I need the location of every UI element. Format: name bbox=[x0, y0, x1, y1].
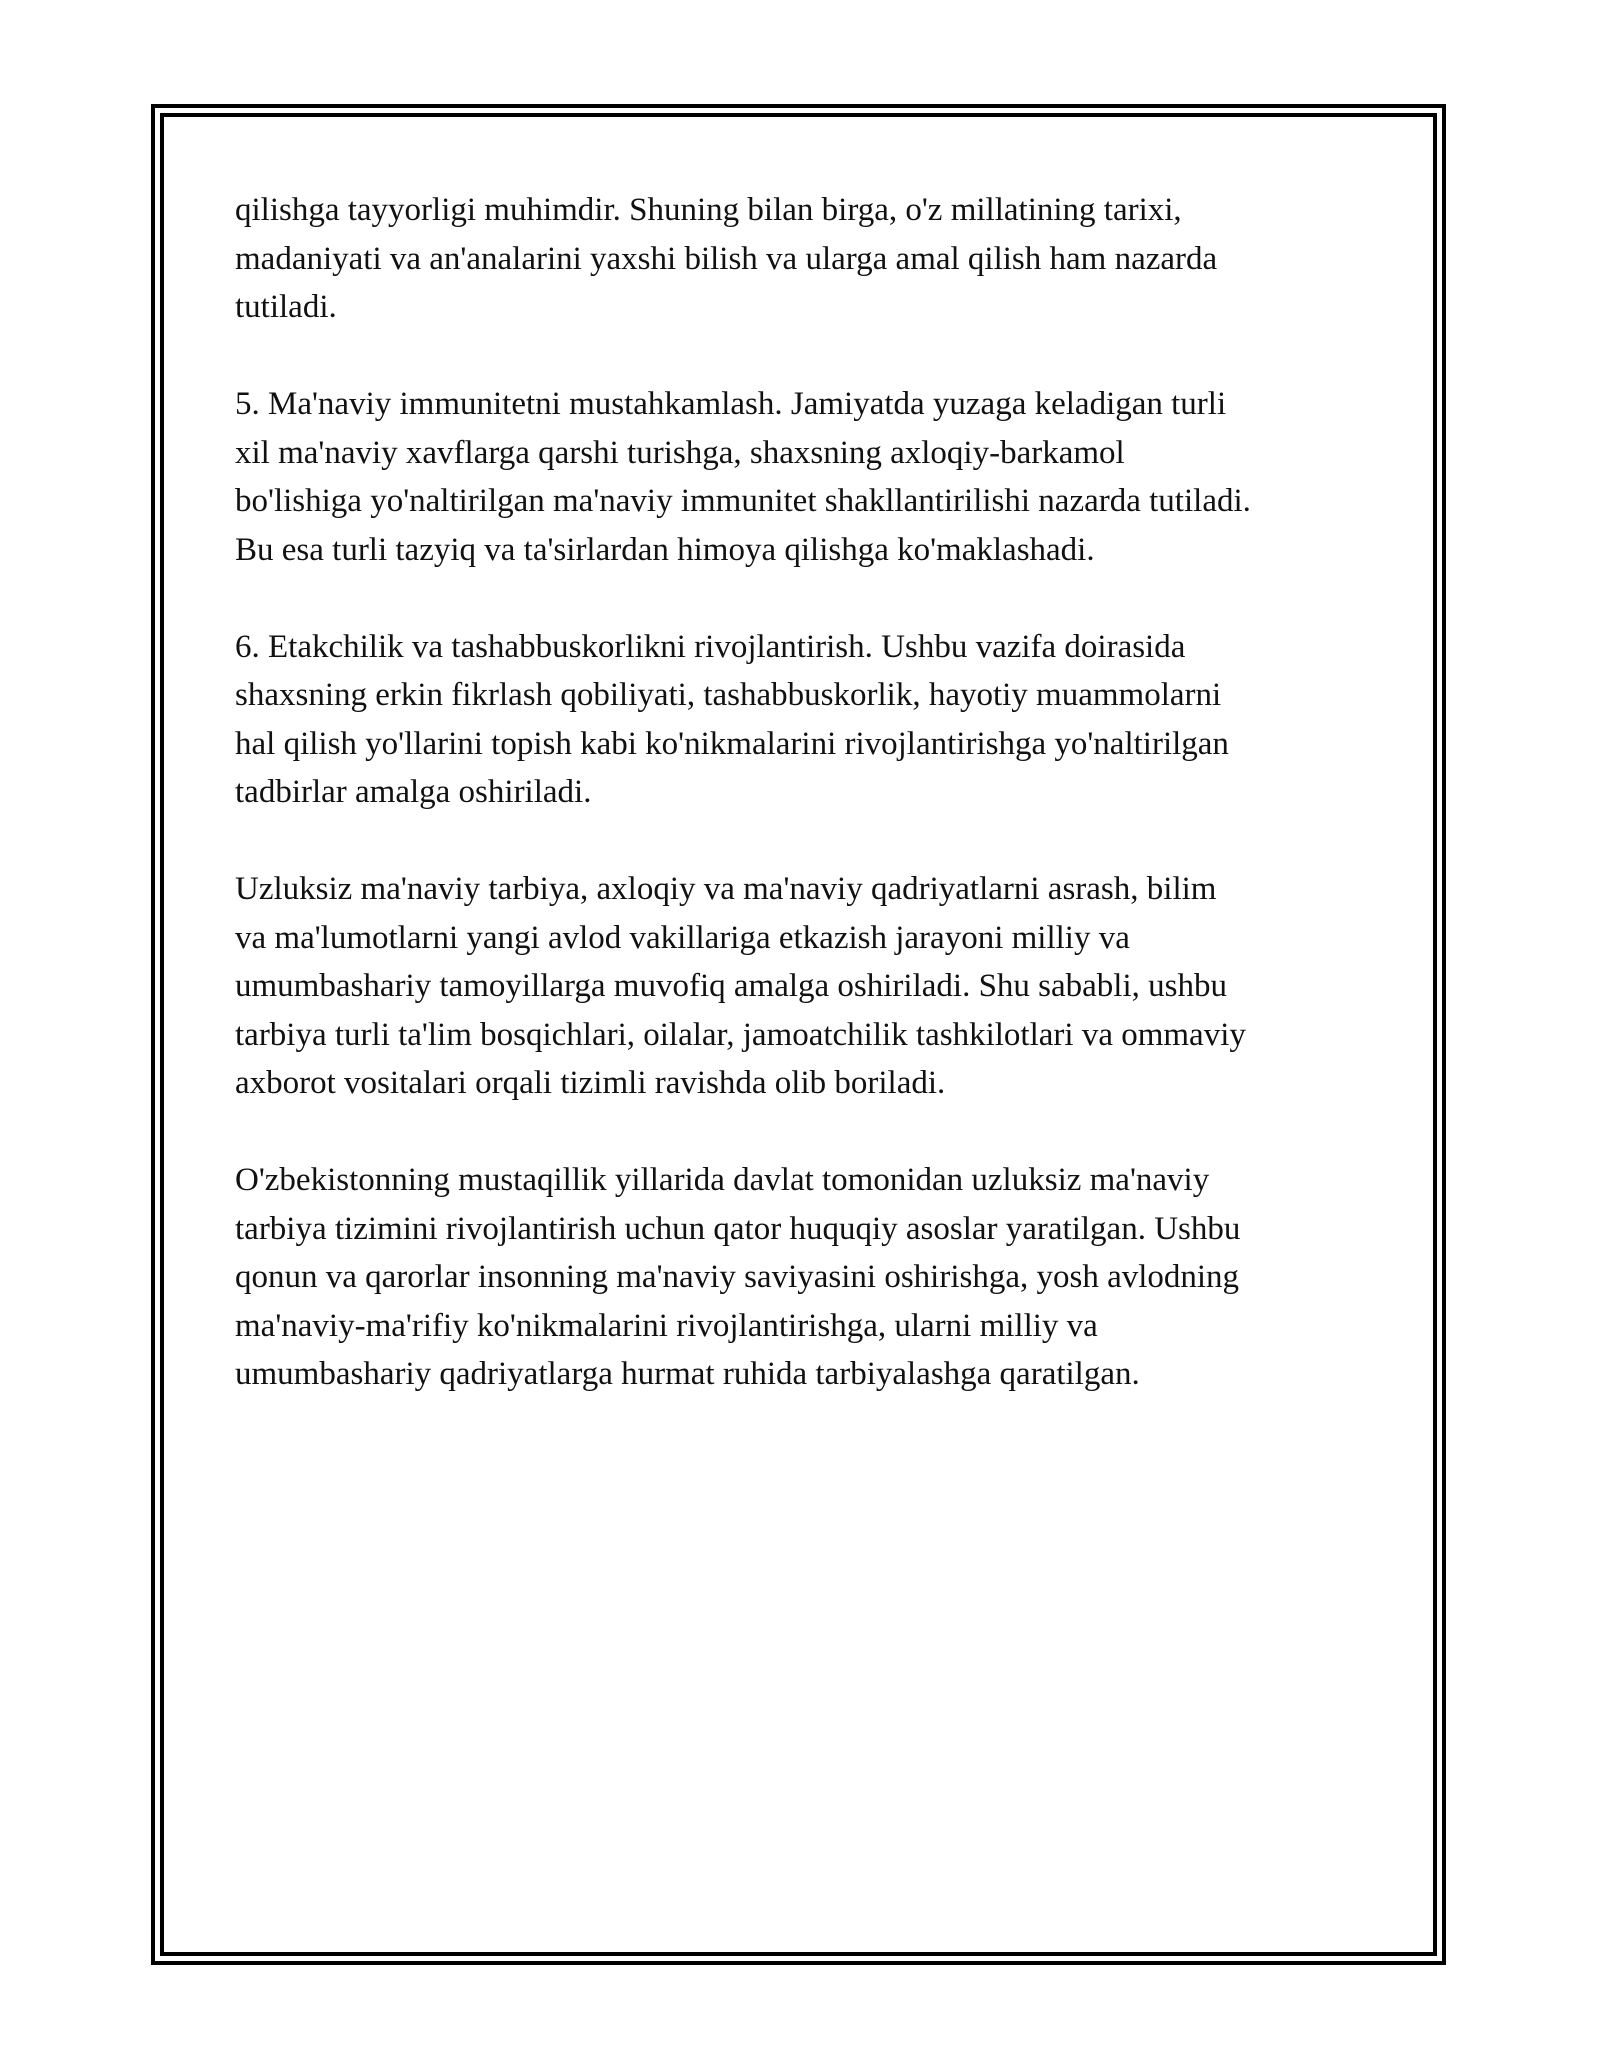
paragraph-continuation bbox=[235, 186, 1385, 332]
paragraph-legal-basis bbox=[235, 1156, 1385, 1399]
text-line: ma'naviy-ma'rifiy ko'nikmalarini rivojlantirishga, ularni milliy va bbox=[235, 1307, 1098, 1344]
text-line: axborot vositalari orqali tizimli ravishda olib boriladi. bbox=[235, 1065, 946, 1101]
text-line: Bu esa turli tazyiq va ta'sirlardan himoya qilishga ko'maklashadi. bbox=[235, 531, 1095, 568]
text-line: tadbirlar amalga oshiriladi. bbox=[235, 774, 592, 810]
document-body bbox=[235, 186, 1385, 1447]
text-line: bo'lishiga yo'naltirilgan ma'naviy immunitet shakllantirilishi nazarda tutiladi. bbox=[235, 483, 1251, 519]
text-line: qonun va qarorlar insonning ma'naviy saviyasini oshirishga, yosh avlodning bbox=[235, 1259, 1240, 1295]
text-line: 5. Ma'naviy immunitetni mustahkamlash. Jamiyatda yuzaga keladigan turli bbox=[235, 386, 1227, 422]
text-line: shaxsning erkin fikrlash qobiliyati, tashabbuskorlik, hayotiy muammolarni bbox=[235, 677, 1222, 713]
text-line: tutiladi. bbox=[235, 289, 337, 325]
text-line: hal qilish yo'llarini topish kabi ko'nikmalarini rivojlantirishga yo'naltirilgan bbox=[235, 725, 1229, 762]
text-line: madaniyati va an'analarini yaxshi bilish va ularga amal qilish ham nazarda bbox=[235, 240, 1218, 277]
text-line: tarbiya tizimini rivojlantirish uchun qator huquqiy asoslar yaratilgan. Ushbu bbox=[235, 1210, 1241, 1247]
text-line: qilishga tayyorligi muhimdir. Shuning bilan birga, o'z millatining tarixi, bbox=[235, 192, 1182, 228]
text-line: Uzluksiz ma'naviy tarbiya, axloqiy va ma'naviy qadriyatlarni asrash, bilim bbox=[235, 871, 1217, 907]
text-line: va ma'lumotlarni yangi avlod vakillariga etkazish jarayoni milliy va bbox=[235, 919, 1130, 956]
paragraph-continuous-education bbox=[235, 865, 1385, 1108]
paragraph-item-5 bbox=[235, 380, 1385, 574]
text-line: umumbashariy tamoyillarga muvofiq amalga oshiriladi. Shu sababli, ushbu bbox=[235, 968, 1227, 1004]
text-line: O'zbekistonning mustaqillik yillarida davlat tomonidan uzluksiz ma'naviy bbox=[235, 1162, 1210, 1198]
text-line: umumbashariy qadriyatlarga hurmat ruhida tarbiyalashga qaratilgan. bbox=[235, 1356, 1140, 1392]
text-line: tarbiya turli ta'lim bosqichlari, oilalar, jamoatchilik tashkilotlari va ommaviy bbox=[235, 1016, 1246, 1053]
paragraph-item-6 bbox=[235, 623, 1385, 817]
text-line: 6. Etakchilik va tashabbuskorlikni rivojlantirish. Ushbu vazifa doirasida bbox=[235, 628, 1186, 665]
text-line: xil ma'naviy xavflarga qarshi turishga, shaxsning axloqiy-barkamol bbox=[235, 434, 1125, 471]
